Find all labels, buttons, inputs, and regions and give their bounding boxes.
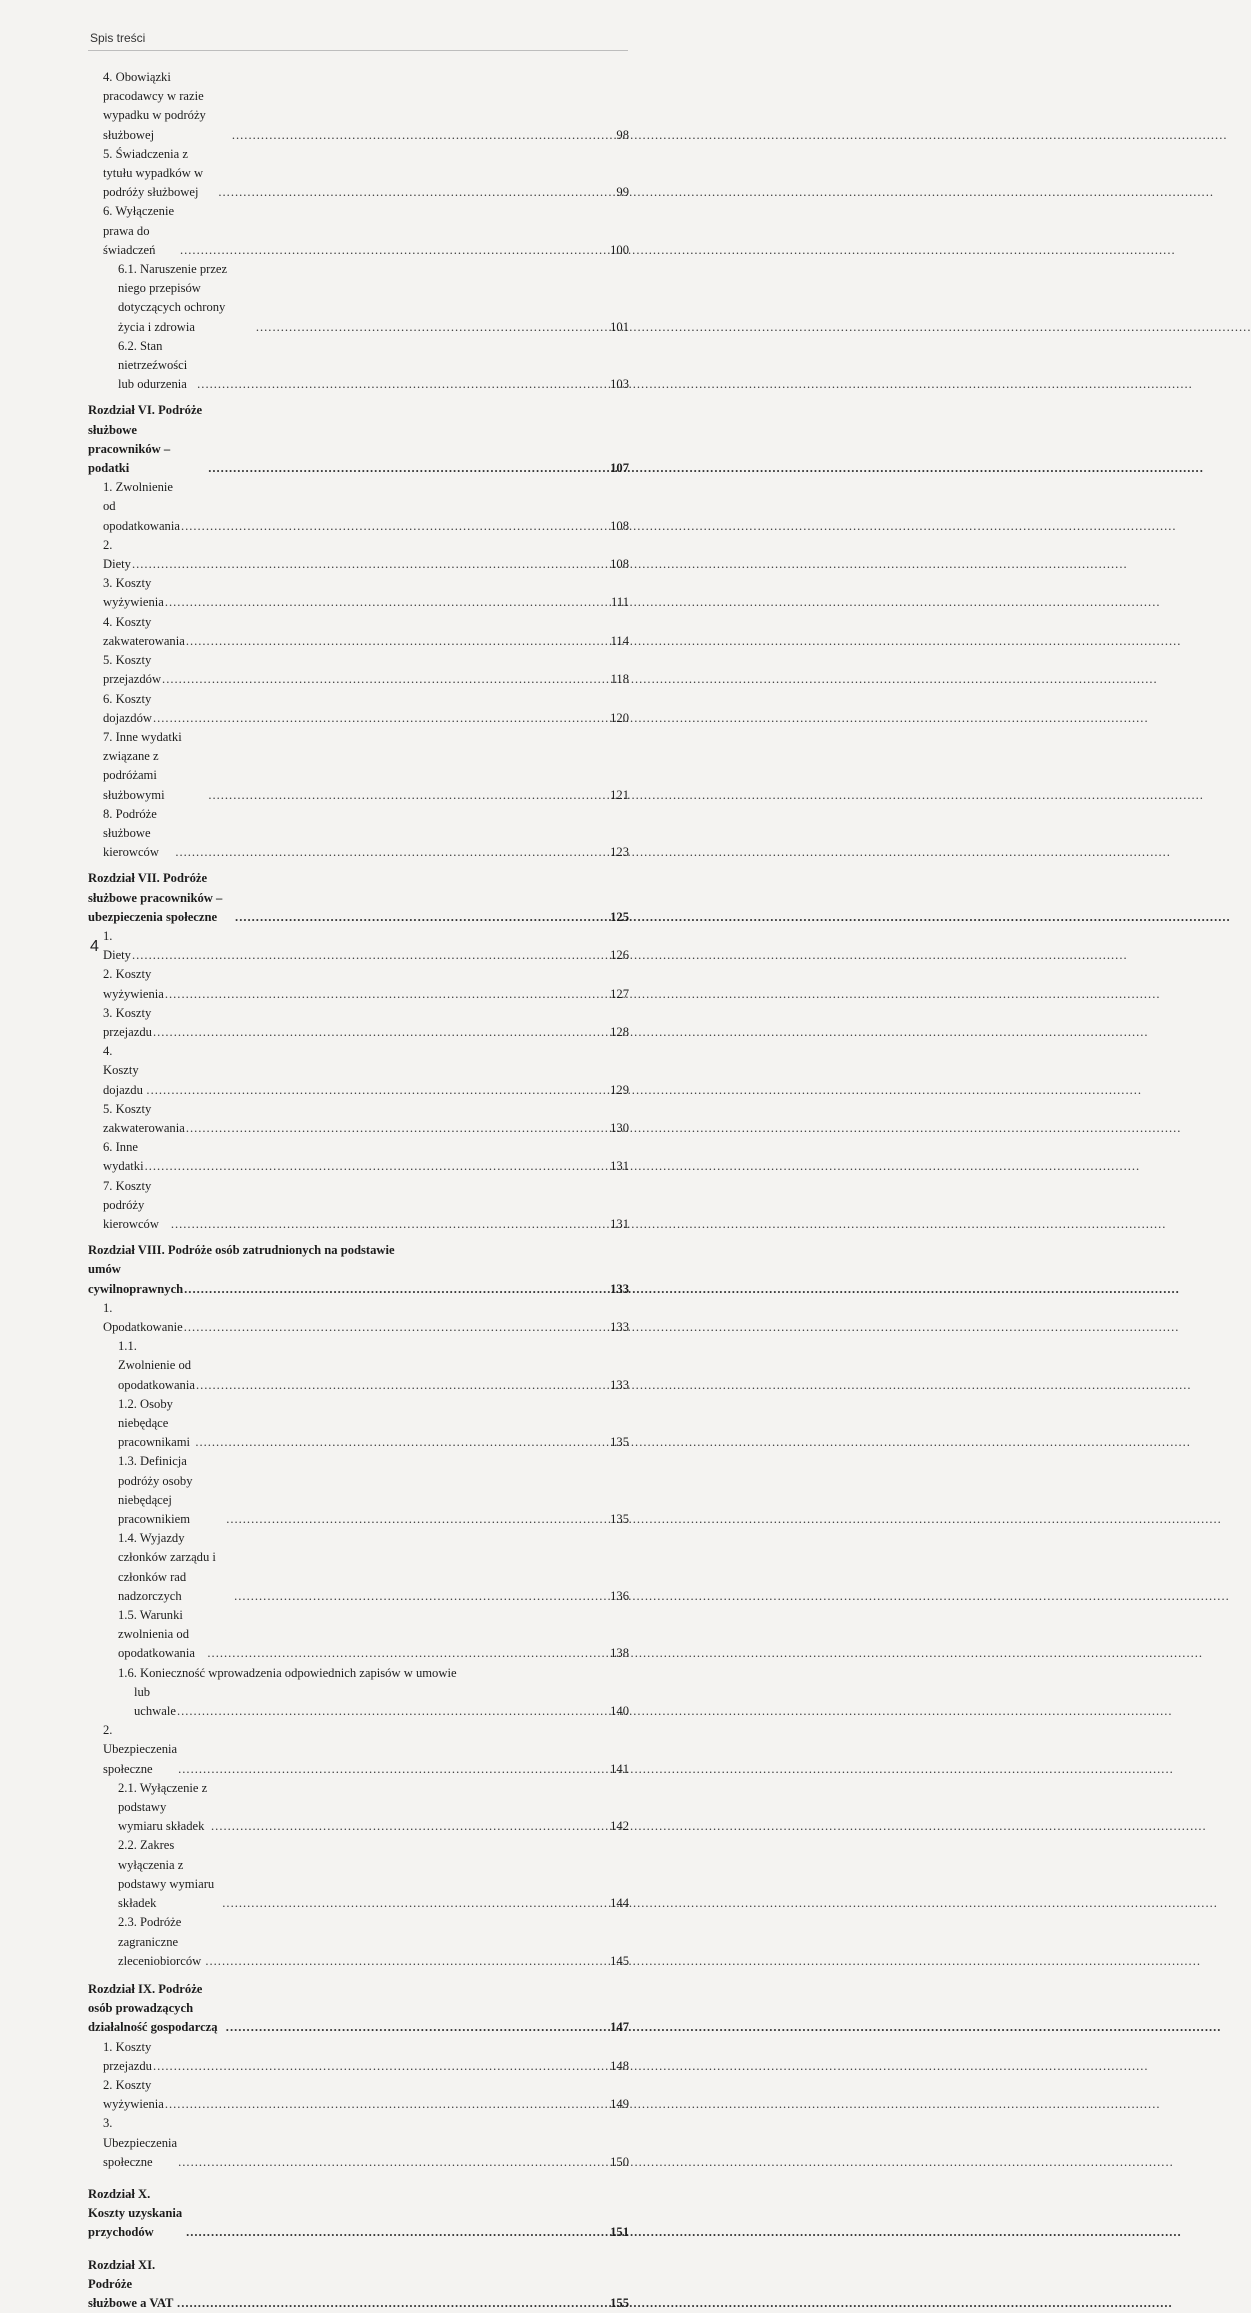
toc-entry[interactable]: 1.3. Definicja podróży osoby niebędącej pracownikiem ..... 135	[88, 1452, 629, 1529]
chapter-title-line: umów cywilnoprawnych	[88, 1262, 184, 1296]
leader-dots	[226, 1510, 609, 1529]
toc-entry[interactable]: 7. Inne wydatki związane z podróżami służbowymi ..... 121	[88, 728, 629, 805]
leader-dots	[145, 1157, 610, 1176]
page-ref: 111	[611, 595, 629, 610]
leader-dots	[208, 459, 609, 478]
table-of-contents	[88, 68, 629, 2313]
page-ref: 98	[616, 127, 629, 142]
leader-dots	[256, 318, 609, 337]
leader-dots	[146, 1081, 609, 1100]
page-ref: 103	[610, 377, 629, 392]
toc-entry[interactable]: 3. Ubezpieczenia społeczne ..... 150	[88, 2114, 629, 2172]
page-ref: 114	[610, 633, 629, 648]
page-ref: 142	[610, 1819, 629, 1834]
page-ref: 128	[610, 1024, 629, 1039]
toc-entry[interactable]: 1.5. Warunki zwolnienia od opodatkowania ..... 138	[88, 1606, 629, 1664]
toc-entry[interactable]: 1. Opodatkowanie ..... 133	[88, 1299, 629, 1337]
leader-dots	[184, 1318, 609, 1337]
page-ref: 136	[610, 1588, 629, 1603]
leader-dots	[162, 670, 610, 689]
leader-dots	[165, 2095, 609, 2114]
toc-entry[interactable]: 1.4. Wyjazdy członków zarządu i członków rad nadzorczych ..... 136	[88, 1529, 629, 1606]
page-ref: 99	[616, 185, 629, 200]
toc-chapter-9[interactable]: Rozdział IX. Podróże osób prowadzących działalność gospodarczą ..... 147	[88, 1980, 629, 2038]
leader-dots	[235, 908, 609, 927]
leader-dots	[186, 632, 610, 651]
toc-entry[interactable]: 4. Obowiązki pracodawcy w razie wypadku w podróży służbowej ..... 98	[88, 68, 629, 145]
page-ref: 151	[610, 2225, 629, 2240]
toc-entry[interactable]: 3. Koszty wyżywienia ..... 111	[88, 574, 629, 612]
leader-dots	[205, 1952, 609, 1971]
toc-entry[interactable]: 1. Diety ..... 126	[88, 927, 629, 965]
page-ref: 141	[610, 1761, 629, 1776]
page-ref: 147	[610, 2020, 629, 2035]
page-ref: 126	[610, 948, 629, 963]
toc-entry[interactable]: 5. Świadczenia z tytułu wypadków w podróży służbowej ..... 99	[88, 145, 629, 203]
toc-entry[interactable]: 6.2. Stan nietrzeźwości lub odurzenia ..... 103	[88, 337, 629, 395]
toc-entry[interactable]: 6. Inne wydatki ..... 131	[88, 1138, 629, 1176]
leader-dots	[165, 985, 609, 1004]
toc-entry[interactable]: 1.1. Zwolnienie od opodatkowania ..... 133	[88, 1337, 629, 1395]
page-ref: 107	[610, 461, 629, 476]
page-ref: 135	[610, 1512, 629, 1527]
toc-entry[interactable]: 2. Diety ..... 108	[88, 536, 629, 574]
toc-entry[interactable]: 1. Zwolnienie od opodatkowania ..... 108	[88, 478, 629, 536]
leader-dots	[181, 517, 609, 536]
header-divider	[88, 50, 628, 51]
toc-entry-multiline[interactable]: 1.6. Konieczność wprowadzenia odpowiednich zapisów w umowie lub uchwale ..... 140	[88, 1664, 629, 1722]
page-ref: 138	[610, 1646, 629, 1661]
chapter-title-line: Rozdział VIII. Podróże osób zatrudnionych na podstawie	[88, 1243, 395, 1258]
page-ref: 127	[610, 986, 629, 1001]
toc-entry[interactable]: 2.3. Podróże zagraniczne zleceniobiorców ..... 145	[88, 1913, 629, 1971]
toc-entry[interactable]: 7. Koszty podróży kierowców ..... 131	[88, 1177, 629, 1235]
toc-entry[interactable]: 2. Koszty wyżywienia ..... 127	[88, 965, 629, 1003]
leader-dots	[165, 593, 610, 612]
page-number: 4	[90, 938, 99, 955]
page-ref: 100	[610, 242, 629, 257]
page-ref: 155	[610, 2295, 629, 2310]
toc-chapter-11[interactable]: Rozdział XI. Podróże służbowe a VAT ..... 155	[88, 2256, 629, 2313]
page-ref: 145	[610, 1953, 629, 1968]
leader-dots	[178, 1760, 609, 1779]
leader-dots	[178, 2153, 609, 2172]
page-ref: 133	[610, 1281, 629, 1296]
leader-dots	[153, 2057, 609, 2076]
toc-chapter-6[interactable]: Rozdział VI. Podróże służbowe pracowników – podatki ..... 107	[88, 401, 629, 478]
leader-dots	[207, 1644, 609, 1663]
page-ref: 120	[610, 710, 629, 725]
leader-dots	[226, 2018, 609, 2037]
page-ref: 150	[610, 2154, 629, 2169]
leader-dots	[186, 1119, 609, 1138]
toc-entry[interactable]: 4. Koszty zakwaterowania ..... 114	[88, 613, 629, 651]
toc-entry[interactable]: 2. Koszty wyżywienia ..... 149	[88, 2076, 629, 2114]
leader-dots	[218, 183, 615, 202]
toc-chapter-7[interactable]: Rozdział VII. Podróże służbowe pracowników – ubezpieczenia społeczne ..... 125	[88, 869, 629, 927]
page-ref: 133	[610, 1320, 629, 1334]
running-header: Spis treści	[90, 31, 146, 45]
leader-dots	[175, 843, 609, 862]
leader-dots	[184, 1280, 609, 1299]
toc-entry[interactable]: 1. Koszty przejazdu ..... 148	[88, 2038, 629, 2076]
toc-entry[interactable]: 8. Podróże służbowe kierowców ..... 123	[88, 805, 629, 863]
leader-dots	[153, 1023, 609, 1042]
page-ref: 133	[610, 1377, 629, 1392]
page-ref: 131	[610, 1159, 629, 1174]
page-ref: 108	[610, 557, 629, 572]
toc-chapter-10[interactable]: Rozdział X. Koszty uzyskania przychodów ..... 151	[88, 2185, 629, 2243]
leader-dots	[171, 1215, 609, 1234]
page-ref: 149	[610, 2097, 629, 2112]
toc-entry[interactable]: 2. Ubezpieczenia społeczne ..... 141	[88, 1721, 629, 1779]
leader-dots	[132, 946, 609, 965]
toc-entry[interactable]: 6. Koszty dojazdów ..... 120	[88, 690, 629, 728]
leader-dots	[197, 375, 609, 394]
toc-entry[interactable]: 2.2. Zakres wyłączenia z podstawy wymiaru składek ..... 144	[88, 1836, 629, 1913]
page-ref: 130	[610, 1120, 629, 1135]
leader-dots	[222, 1894, 609, 1913]
toc-entry[interactable]: 3. Koszty przejazdu ..... 128	[88, 1004, 629, 1042]
toc-entry[interactable]: 5. Koszty zakwaterowania ..... 130	[88, 1100, 629, 1138]
page-ref: 101	[610, 319, 629, 334]
toc-entry[interactable]: 4. Koszty dojazdu ..... 129	[88, 1042, 629, 1100]
toc-entry[interactable]: 1.2. Osoby niebędące pracownikami ..... 135	[88, 1395, 629, 1453]
page-ref: 118	[610, 672, 629, 687]
leader-dots	[153, 709, 609, 728]
leader-dots	[186, 2223, 609, 2242]
page-ref: 131	[610, 1216, 629, 1231]
leader-dots	[208, 786, 609, 805]
page-ref: 129	[610, 1082, 629, 1097]
leader-dots	[195, 1433, 609, 1452]
leader-dots	[196, 1376, 609, 1395]
leader-dots	[211, 1817, 609, 1836]
leader-dots	[180, 241, 609, 260]
page-ref: 144	[610, 1896, 629, 1911]
page-ref: 135	[610, 1435, 629, 1450]
toc-entry[interactable]: 2.1. Wyłączenie z podstawy wymiaru składek ..... 142	[88, 1779, 629, 1837]
toc-entry[interactable]: 6. Wyłączenie prawa do świadczeń ..... 100	[88, 202, 629, 260]
page-ref: 108	[610, 518, 629, 533]
page-ref: 123	[610, 845, 629, 860]
leader-dots	[232, 126, 616, 145]
page-ref: 148	[610, 2058, 629, 2073]
toc-entry[interactable]: 6.1. Naruszenie przez niego przepisów dotyczących ochrony życia i zdrowia ..... 101	[88, 260, 629, 337]
page-ref: 121	[610, 787, 629, 802]
leader-dots	[234, 1587, 609, 1606]
leader-dots	[177, 2294, 609, 2313]
page-ref: 125	[610, 909, 629, 924]
leader-dots	[177, 1702, 609, 1721]
toc-chapter-8[interactable]	[88, 1241, 629, 1299]
leader-dots	[132, 555, 609, 574]
page-ref: 140	[610, 1704, 629, 1719]
toc-entry[interactable]: 5. Koszty przejazdów ..... 118	[88, 651, 629, 689]
